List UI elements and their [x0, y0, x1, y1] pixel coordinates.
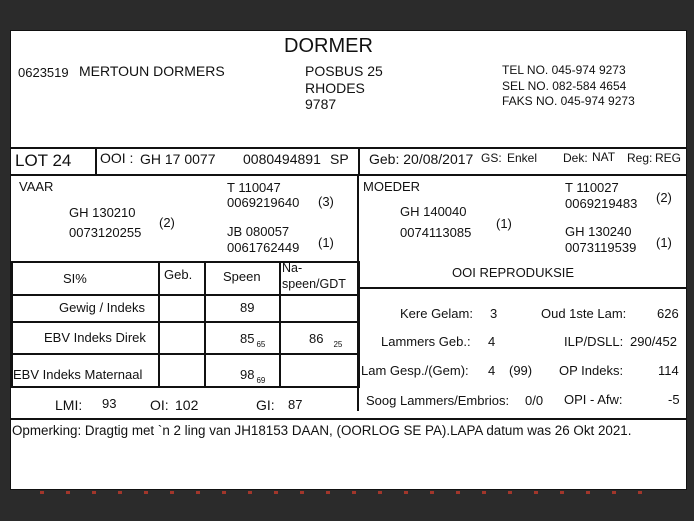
maternaal-speen-value: 98: [240, 367, 255, 382]
geb-header: Geb.: [164, 267, 193, 282]
gi-label: GI:: [256, 397, 275, 413]
moeder-dam-number: 0073119539: [565, 240, 637, 255]
direk-speen-sub: 65: [256, 340, 266, 349]
reg-value: REG: [655, 151, 682, 165]
gs-value: Enkel: [507, 151, 538, 165]
soog-value: 0/0: [525, 393, 544, 408]
moeder-sire-count: (2): [656, 190, 672, 205]
ilp-label: ILP/DSLL:: [564, 334, 624, 349]
lmi-label: LMI:: [55, 397, 83, 413]
vaar-id: GH 130210: [69, 205, 136, 220]
moeder-count: (1): [496, 216, 512, 231]
vaar-sire-count: (3): [318, 194, 334, 209]
maternaal-speen-sub: 69: [256, 376, 266, 385]
repro-title: OOI REPRODUKSIE: [452, 265, 575, 280]
moeder-dam-count: (1): [656, 235, 672, 250]
row-label-maternaal: EBV Indeks Maternaal: [13, 367, 143, 382]
page-title: DORMER: [284, 35, 373, 57]
faks-number: FAKS NO. 045-974 9273: [502, 94, 635, 108]
breeder-name: MERTOUN DORMERS: [79, 63, 225, 79]
opi-label: OPI - Afw:: [564, 392, 623, 407]
lmi-value: 93: [102, 396, 117, 411]
vaar-dam-count: (1): [318, 235, 334, 250]
tel-number: TEL NO. 045-974 9273: [502, 63, 626, 77]
address-line-1: POSBUS 25: [305, 63, 383, 79]
breeder-id: 0623519: [18, 65, 69, 80]
row-gewig-speen: 89: [240, 300, 255, 315]
bottom-bar: [0, 492, 694, 521]
oud-label: Oud 1ste Lam:: [541, 306, 627, 321]
birth-date: Geb: 20/08/2017: [369, 151, 474, 167]
gesp-label: Lam Gesp./(Gem):: [361, 363, 469, 378]
opi-value: -5: [668, 392, 680, 407]
ooi-number: 0080494891: [243, 151, 321, 167]
soog-label: Soog Lammers/Embrios:: [366, 393, 510, 408]
cropped-red-text: [40, 491, 660, 494]
moeder-sire-number: 0069219483: [565, 196, 638, 211]
vaar-dam-id: JB 080057: [227, 224, 290, 239]
gesp-gem-value: (99): [509, 363, 533, 378]
row-direk-speen: [240, 331, 265, 349]
naspeen-header: Na- speen/GDT: [282, 261, 346, 291]
reg-label: Reg:: [627, 151, 653, 165]
direk-naspeen-value: 86: [309, 331, 324, 346]
direk-naspeen-sub: 25: [333, 340, 343, 349]
gs-label: GS:: [481, 151, 502, 165]
moeder-sire-id: T 110027: [565, 180, 619, 195]
vaar-dam-number: 0061762449: [227, 240, 300, 255]
ooi-id: GH 17 0077: [140, 151, 216, 167]
op-value: 114: [658, 363, 679, 378]
vaar-label: VAAR: [19, 179, 54, 194]
kere-label: Kere Gelam:: [400, 306, 473, 321]
oi-label: OI:: [150, 397, 169, 413]
sel-number: SEL NO. 082-584 4654: [502, 79, 627, 93]
dek-value: NAT: [592, 150, 616, 164]
vaar-sire-number: 0069219640: [227, 195, 300, 210]
vaar-number: 0073120255: [69, 225, 142, 240]
lammers-value: 4: [488, 334, 496, 349]
ooi-label: OOI :: [100, 150, 134, 166]
si-header: SI%: [63, 271, 87, 286]
oud-value: 626: [657, 306, 679, 321]
row-direk-naspeen: [309, 331, 342, 349]
moeder-number: 0074113085: [400, 225, 472, 240]
remark-text: Opmerking: Dragtig met `n 2 ling van JH18153 DAAN, (OORLOG SE PA).LAPA datum was 26 Okt 2021.: [12, 423, 632, 438]
row-label-direk: EBV Indeks Direk: [44, 330, 146, 345]
speen-header: Speen: [223, 269, 261, 284]
address-line-3: 9787: [305, 96, 337, 112]
ilp-value: 290/452: [630, 334, 677, 349]
row-label-gewig: Gewig / Indeks: [59, 300, 145, 315]
dek-label: Dek:: [563, 151, 588, 165]
row-maternaal-speen: [240, 367, 265, 385]
moeder-dam-id: GH 130240: [565, 224, 632, 239]
kere-value: 3: [490, 306, 498, 321]
ooi-code: SP: [330, 151, 349, 167]
gi-value: 87: [288, 397, 303, 412]
vaar-count: (2): [159, 215, 175, 230]
gesp-value: 4: [488, 363, 496, 378]
vaar-sire-id: T 110047: [227, 180, 281, 195]
op-label: OP Indeks:: [559, 363, 624, 378]
direk-speen-value: 85: [240, 331, 255, 346]
lammers-label: Lammers Geb.:: [381, 334, 471, 349]
lot-card: [10, 30, 687, 490]
moeder-label: MOEDER: [363, 179, 421, 194]
lot-number: LOT 24: [15, 151, 72, 170]
address-line-2: RHODES: [305, 80, 365, 96]
moeder-id: GH 140040: [400, 204, 467, 219]
oi-value: 102: [175, 397, 199, 413]
